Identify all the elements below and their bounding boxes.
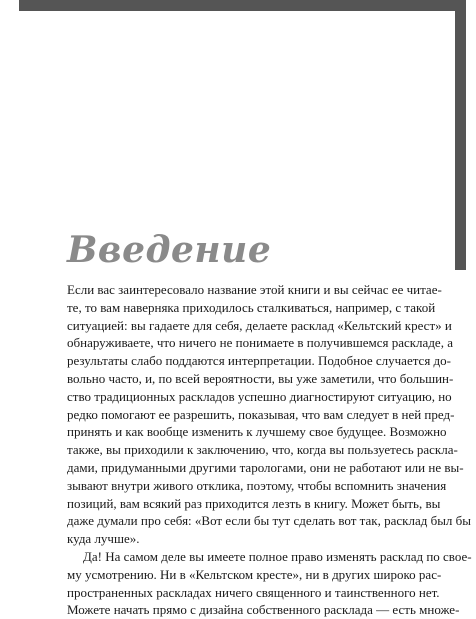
paragraph-2: [67, 548, 472, 619]
text-line: обнаруживаете, что ничего не понимаете в получившемся раскладе, а: [67, 335, 453, 351]
text-line: ситуацией: вы гадаете для себя, делаете расклад «Кельтский крест» и: [67, 317, 452, 333]
text-line: куда лучше».: [67, 531, 140, 547]
text-line: принять и как вообще изменить к лучшему свое будущее. Возможно: [67, 424, 447, 440]
text-line: дами, придуманными другими тарологами, они не работают или не вы-: [67, 459, 464, 475]
text-line: даже думали про себя: «Вот если бы тут сделать вот так, расклад был бы: [67, 513, 472, 529]
chapter-body: [67, 281, 472, 619]
text-line: Можете начать прямо с дизайна собственного расклада — есть множе-: [67, 602, 460, 618]
text-line: Если вас заинтересовало название этой книги и вы сейчас ее читае-: [67, 282, 442, 297]
text-line: ство традиционных раскладов успешно диагностируют ситуацию, но: [67, 388, 452, 404]
text-line: позиций, вам всякий раз приходится лезть в книгу. Может быть, вы: [67, 495, 441, 511]
text-line: му усмотрению. Ни в «Кельтском кресте», ни в других широко рас-: [67, 566, 442, 582]
text-line: зывают внутри живого отклика, поэтому, чтобы вспомнить значения: [67, 477, 447, 493]
text-line: редко помогают ее разрешить, показывая, что вам следует в ней пред-: [67, 406, 455, 422]
text-line: те, то вам наверняка приходилось сталкиваться, например, с такой: [67, 299, 436, 315]
text-line: также, вы приходили к заключению, что, когда вы пользуетесь расклa-: [67, 442, 458, 458]
text-line: Да! На самом деле вы имеете полное право изменять расклад по свое-: [83, 548, 472, 564]
paragraph-1: [67, 281, 472, 548]
text-line: пространенных раскладах ничего священного и таинственного нет.: [67, 584, 440, 600]
text-line: результаты слабо поддаются интерпретации. Подобное случается до-: [67, 353, 452, 369]
chapter-title: Введение: [67, 229, 272, 271]
decorative-frame-right: [455, 0, 466, 270]
decorative-frame-top: [19, 0, 466, 11]
text-line: вольно часто, и, по всей вероятности, вы уже заметили, что большин-: [67, 370, 454, 386]
